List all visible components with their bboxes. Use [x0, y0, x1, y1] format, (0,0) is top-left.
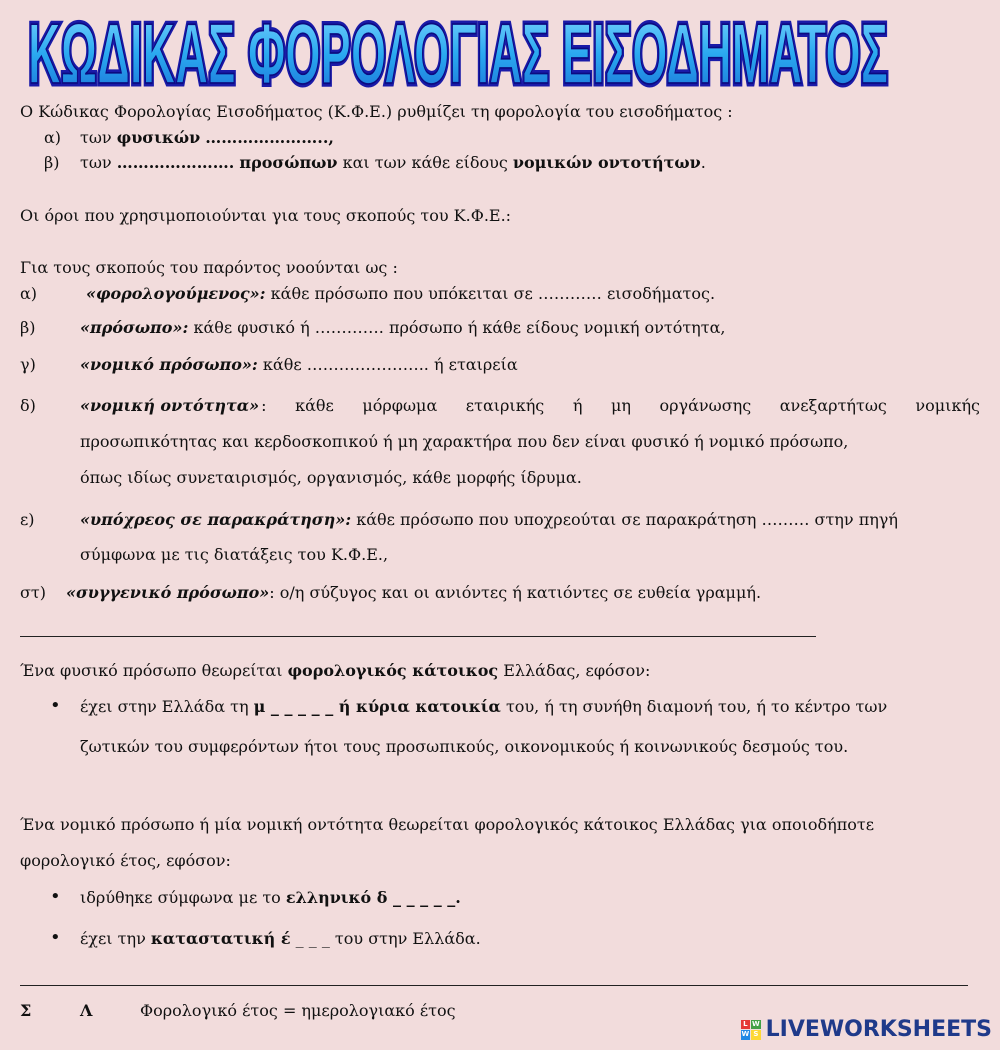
resident-legal-line2: φορολογικό έτος, εφόσον: [20, 851, 231, 870]
resident-natural-line [20, 661, 650, 680]
intro-b-bold2: νομικών οντοτήτων [512, 153, 701, 172]
resident-legal-bullet2-pre: έχει την [80, 929, 146, 948]
logo-icon-cell: L [741, 1020, 751, 1030]
logo-icon-cell: W [741, 1030, 750, 1038]
divider-1 [20, 636, 816, 637]
footer-text: Φορολογικό έτος = ημερολογιακό έτος [140, 1001, 456, 1020]
bullet-icon: • [50, 886, 61, 907]
def-e-line2: σύμφωνα με τις διατάξεις του Κ.Φ.Ε., [80, 545, 389, 564]
def-a-term: «φορολογούμενος»: [86, 284, 266, 303]
intro-b-bold1: προσώπων [239, 153, 338, 172]
intro-a-marker: α) [44, 128, 62, 147]
page-title [18, 0, 898, 92]
def-a-line [86, 284, 715, 303]
resident-natural-post: Ελλάδας, εφόσον: [503, 661, 651, 680]
resident-legal-bullet2 [80, 929, 481, 948]
resident-legal-bullet2-post: _ _ _ του στην Ελλάδα. [295, 929, 481, 948]
intro-a-line [80, 128, 334, 147]
intro-b-mid: και των κάθε είδους [342, 153, 508, 172]
def-d-line2: προσωπικότητας και κερδοσκοπικού ή μη χαρακτήρα που δεν είναι φυσικό ή νομικό πρόσωπο, [80, 432, 849, 451]
def-b-line [80, 318, 726, 337]
resident-natural-bullet-pre: έχει στην Ελλάδα τη [80, 697, 249, 716]
bullet-icon: • [50, 927, 61, 948]
resident-legal-bullet2-bold[interactable]: καταστατική έ [150, 929, 291, 948]
resident-natural-bullet-bold[interactable]: μ _ _ _ _ _ ή κύρια κατοικία [253, 697, 501, 716]
intro-a-pre: των [80, 128, 112, 147]
def-c-text: κάθε ………………….. ή εταιρεία [262, 355, 518, 374]
def-a-text: κάθε πρόσωπο που υπόκειται σε ………… εισοδήματος. [270, 284, 716, 303]
def-d-marker: δ) [20, 396, 36, 415]
def-c-marker: γ) [20, 355, 36, 374]
intro-a-blank[interactable]: ………………….., [205, 128, 334, 147]
def-b-marker: β) [20, 318, 36, 337]
intro-b-blank[interactable]: …………………. [116, 153, 235, 172]
intro-b-marker: β) [44, 153, 60, 172]
def-f-text: : ο/η σύζυγος και οι ανιόντες ή κατιόντες σε ευθεία γραμμή. [269, 583, 762, 602]
title-text-shadow: ΚΩΔΙΚΑΣ ΦΟΡΟΛΟΓΙΑΣ ΕΙΣΟΔΗΜΑΤΟΣ [28, 6, 889, 92]
logo-icon-cell: S [751, 1030, 761, 1040]
def-c-line [80, 355, 518, 374]
def-f-line [66, 583, 761, 602]
resident-natural-bullet-line2: ζωτικών του συμφερόντων ήτοι τους προσωπικούς, οικονομικούς ή κοινωνικούς δεσμούς του. [80, 737, 849, 756]
definitions-heading: Για τους σκοπούς του παρόντος νοούνται ως : [20, 258, 398, 277]
footer-l[interactable]: Λ [80, 1001, 93, 1020]
resident-natural-bullet [80, 697, 887, 716]
intro-b-pre: των [80, 153, 112, 172]
def-a-marker: α) [20, 284, 38, 303]
liveworksheets-logo-icon [741, 1020, 761, 1040]
resident-natural-bullet-post: του, ή τη συνήθη διαμονή του, ή το κέντρο των [505, 697, 888, 716]
resident-legal-bullet1-pre: ιδρύθηκε σύμφωνα με το [80, 888, 281, 907]
resident-natural-bold: φορολογικός κάτοικος [287, 661, 499, 680]
def-d-line3: όπως ιδίως συνεταιρισμός, οργανισμός, κάθε μορφής ίδρυμα. [80, 468, 582, 487]
def-e-marker: ε) [20, 510, 35, 529]
def-e-term: «υπόχρεος σε παρακράτηση»: [80, 510, 352, 529]
liveworksheets-logo-text: LIVEWORKSHEETS [765, 1017, 992, 1042]
def-f-term: «συγγενικό πρόσωπο» [66, 583, 270, 602]
def-d-line1-text: : κάθε μόρφωμα εταιρικής ή μη οργάνωσης ανεξαρτήτως νομικής [261, 396, 980, 415]
def-b-term: «πρόσωπο»: [80, 318, 189, 337]
footer-s[interactable]: Σ [20, 1001, 32, 1020]
intro-a-bold: φυσικών [116, 128, 201, 147]
intro-text: Ο Κώδικας Φορολογίας Εισοδήματος (Κ.Φ.Ε.) ρυθμίζει τη φορολογία του εισοδήματος : [20, 102, 733, 121]
def-b-text: κάθε φυσικό ή …………. πρόσωπο ή κάθε είδους νομική οντότητα, [193, 318, 726, 337]
title-text: ΚΩΔΙΚΑΣ ΦΟΡΟΛΟΓΙΑΣ ΕΙΣΟΔΗΜΑΤΟΣ [28, 6, 889, 92]
intro-b-line [80, 153, 706, 172]
resident-legal-bullet1-bold[interactable]: ελληνικό δ _ _ _ _ _. [285, 888, 461, 907]
def-e-line1 [80, 510, 898, 529]
resident-legal-line1: Ένα νομικό πρόσωπο ή μία νομική οντότητα θεωρείται φορολογικός κάτοικος Ελλάδας για οποιοδήποτε [20, 815, 875, 834]
bullet-icon: • [50, 695, 61, 716]
divider-2 [20, 985, 968, 986]
def-f-marker: στ) [20, 583, 47, 602]
def-c-term: «νομικό πρόσωπο»: [80, 355, 258, 374]
logo-icon-cell: W [751, 1019, 760, 1028]
intro-b-end: . [700, 153, 706, 172]
def-d-term: «νομική οντότητα» [80, 396, 260, 415]
resident-legal-bullet1 [80, 888, 461, 907]
resident-natural-pre: Ένα φυσικό πρόσωπο θεωρείται [20, 661, 283, 680]
liveworksheets-logo[interactable] [741, 1017, 992, 1042]
def-e-text: κάθε πρόσωπο που υποχρεούται σε παρακράτηση ……… στην πηγή [356, 510, 898, 529]
terms-heading: Οι όροι που χρησιμοποιούνται για τους σκοπούς του Κ.Φ.Ε.: [20, 206, 512, 225]
def-d-line1 [80, 396, 980, 415]
